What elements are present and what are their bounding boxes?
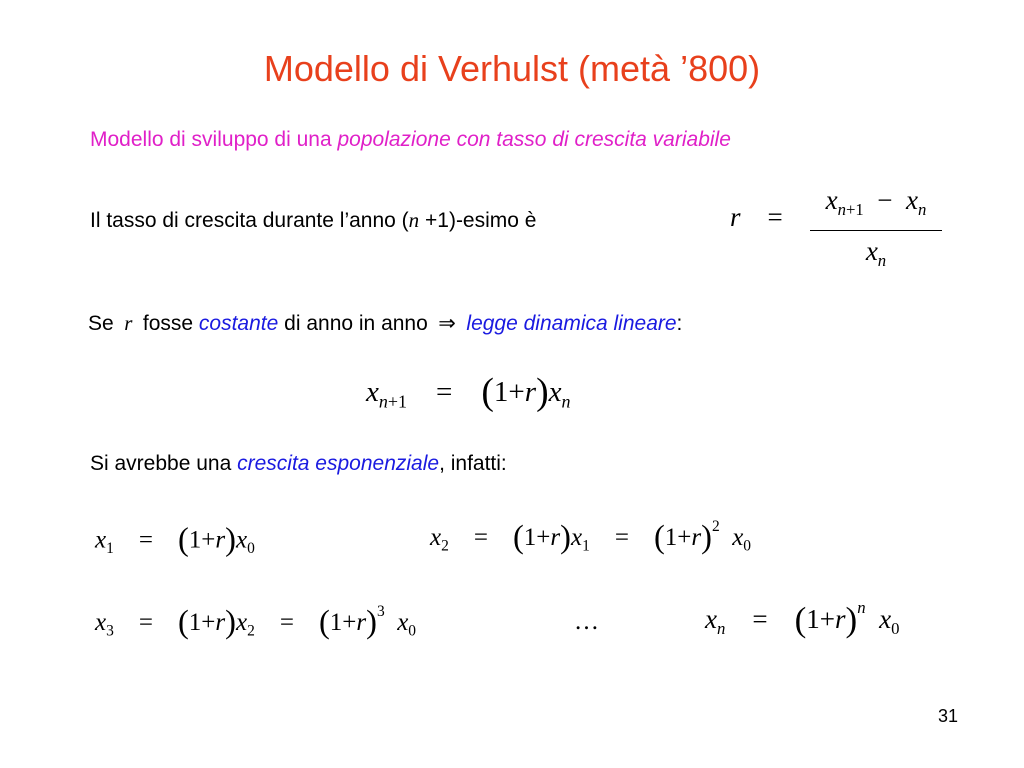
left-paren-2: ( xyxy=(318,604,330,641)
slide-title: Modello di Verhulst (metà ’800) xyxy=(263,48,761,89)
right-paren: ) xyxy=(225,522,236,558)
var-r-2: r xyxy=(691,523,702,551)
var-r: r xyxy=(730,202,741,232)
numerator-sub-n: n xyxy=(918,199,927,219)
emphasis-legge-dinamica: legge dinamica lineare xyxy=(466,312,677,335)
equals-sign-2: = xyxy=(614,523,629,551)
plus-sign: + xyxy=(819,604,836,635)
minus-sign: − xyxy=(877,185,893,215)
r-definition-fraction xyxy=(810,184,942,277)
plus-sign: + xyxy=(508,375,525,408)
one: 1 xyxy=(493,375,509,408)
sub-n: n xyxy=(716,618,726,638)
one-2: 1 xyxy=(664,523,678,551)
exponent: 2 xyxy=(711,518,720,535)
growth-rate-text-before: Il tasso di crescita durante l’anno ( xyxy=(90,209,409,232)
plus-sign-2: + xyxy=(342,608,357,636)
x-rhs: x xyxy=(397,608,409,636)
subtitle-italic: popolazione con tasso di crescita variabile xyxy=(337,128,731,151)
equals-sign: = xyxy=(767,202,783,232)
equation-x2 xyxy=(430,518,751,557)
var-n: n xyxy=(408,208,420,232)
right-paren: ) xyxy=(560,519,571,556)
sub-0: 0 xyxy=(408,622,417,640)
equals-sign: = xyxy=(138,608,153,636)
exponential-sentence xyxy=(90,452,507,476)
left-paren: ( xyxy=(481,371,494,413)
equals-sign: = xyxy=(435,375,453,408)
word-fosse: fosse xyxy=(142,312,194,335)
exponent-n: n xyxy=(857,598,866,617)
fraction-bar xyxy=(810,230,942,232)
equation-x1 xyxy=(95,522,255,559)
var-r: r xyxy=(215,526,226,554)
equation-xn xyxy=(705,598,899,640)
sub-2: 2 xyxy=(247,622,255,640)
numerator-sub-n-plus-1: n+1 xyxy=(837,199,864,219)
r-definition-lhs xyxy=(730,202,783,233)
subtitle xyxy=(90,128,731,152)
page-number: 31 xyxy=(937,706,958,726)
growth-rate-text-after: +1)-esimo è xyxy=(419,209,537,232)
equals-sign-2: = xyxy=(279,608,294,636)
plus-sign: + xyxy=(536,523,551,551)
one: 1 xyxy=(523,523,537,551)
plus-sign: + xyxy=(201,608,216,636)
x-mid: x xyxy=(570,523,583,551)
sub-0: 0 xyxy=(743,537,752,555)
denominator-x: x xyxy=(865,236,878,267)
x: x xyxy=(95,526,107,554)
si-before: Si avrebbe una xyxy=(90,452,238,475)
sub-1: 1 xyxy=(106,539,114,557)
emphasis-costante: costante xyxy=(198,312,279,335)
subtitle-plain: Modello di sviluppo di una xyxy=(90,128,338,151)
si-after: , infatti: xyxy=(439,452,507,475)
exponent: 3 xyxy=(376,603,385,620)
right-paren-2: ) xyxy=(366,604,377,641)
colon: : xyxy=(676,312,683,335)
plus-sign-2: + xyxy=(677,523,692,551)
x-rhs: x xyxy=(548,375,562,408)
sub-3: 3 xyxy=(106,622,114,640)
one: 1 xyxy=(188,526,202,554)
right-paren: ) xyxy=(845,599,858,639)
x-rhs: x xyxy=(732,523,744,551)
sub-n: n xyxy=(561,391,571,412)
x: x xyxy=(430,523,442,551)
var-r-inline: r xyxy=(124,311,133,335)
x: x xyxy=(95,608,107,636)
constant-rate-sentence xyxy=(88,311,682,336)
plus-sign: + xyxy=(201,526,216,554)
numerator-x-n: x xyxy=(906,185,918,215)
growth-rate-sentence xyxy=(90,208,536,233)
left-paren: ( xyxy=(512,519,524,556)
var-r: r xyxy=(835,604,846,635)
sub-2: 2 xyxy=(441,537,449,555)
emphasis-crescita-esponenziale: crescita esponenziale xyxy=(237,452,440,475)
right-paren-2: ) xyxy=(701,519,712,556)
denominator-sub-n: n xyxy=(877,251,887,271)
equals-sign: = xyxy=(473,523,488,551)
equals-sign: = xyxy=(138,526,153,554)
implies-arrow: ⇒ xyxy=(438,312,456,335)
fraction-denominator xyxy=(810,235,942,277)
fraction-numerator xyxy=(810,184,942,226)
left-paren: ( xyxy=(177,604,189,641)
x-rhs: x xyxy=(235,526,248,554)
var-r: r xyxy=(215,608,226,636)
left-paren: ( xyxy=(794,599,807,639)
sub-0: 0 xyxy=(247,539,255,557)
ellipsis: … xyxy=(574,608,599,635)
word-se: Se xyxy=(88,312,114,335)
text-di-anno-in-anno: di anno in anno xyxy=(284,312,428,335)
left-paren-2: ( xyxy=(653,519,665,556)
numerator-x: x xyxy=(825,185,838,215)
var-r-2: r xyxy=(356,608,367,636)
linear-dynamic-law xyxy=(366,370,570,414)
left-paren: ( xyxy=(177,522,189,558)
var-r: r xyxy=(524,375,537,408)
one: 1 xyxy=(806,604,820,635)
right-paren: ) xyxy=(536,371,549,413)
var-r: r xyxy=(550,523,561,551)
equals-sign: = xyxy=(752,604,768,635)
x: x xyxy=(705,604,717,635)
sub-0: 0 xyxy=(891,618,900,638)
equation-x3 xyxy=(95,603,416,642)
x-rhs: x xyxy=(879,604,892,635)
x-lhs: x xyxy=(366,375,379,408)
x-mid: x xyxy=(235,608,248,636)
one: 1 xyxy=(188,608,202,636)
one-2: 1 xyxy=(329,608,343,636)
sub-1: 1 xyxy=(582,537,590,555)
right-paren: ) xyxy=(225,604,236,641)
sub-n-plus-1: n+1 xyxy=(378,391,407,412)
